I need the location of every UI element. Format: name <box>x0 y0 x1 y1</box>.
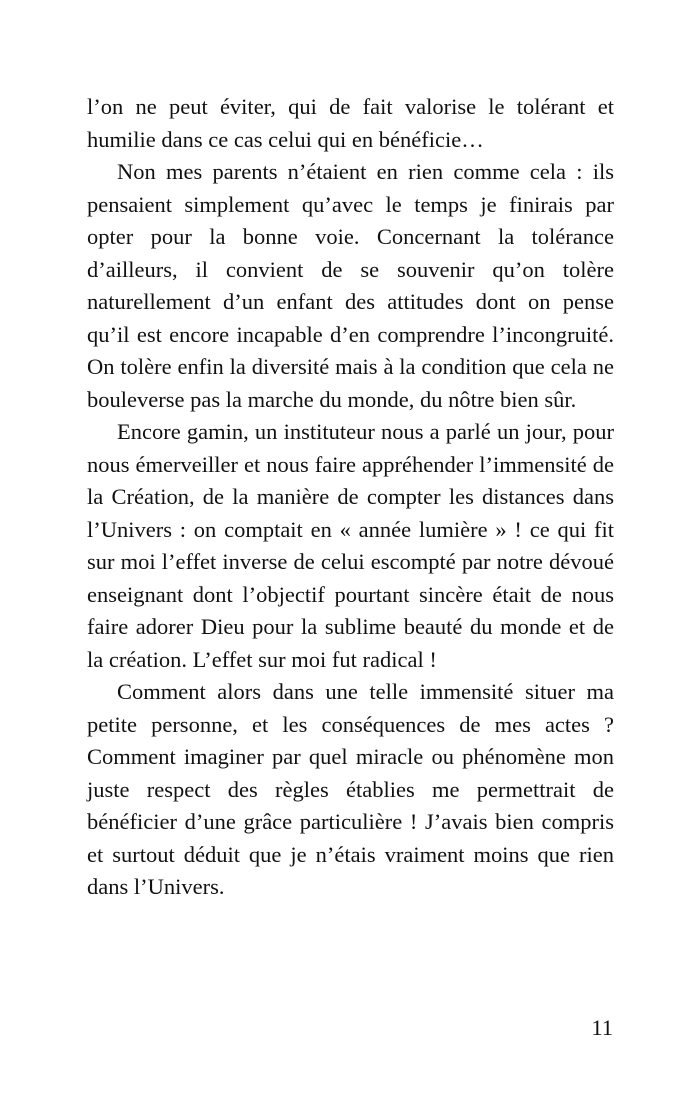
page-number: 11 <box>591 1015 613 1040</box>
body-text <box>87 91 614 904</box>
paragraph-instituteur: Encore gamin, un instituteur nous a parlé un jour, pour nous émerveiller et nous faire appréhender l’immensité de la Création, de la manière de compter les distances dans l’Univers : on comptait en « année lumière » ! ce qui fit sur moi l’effet inverse de celui escompté par notre dévoué enseignant dont l’objectif pourtant sincère était de nous faire adorer Dieu pour la sublime beauté du monde et de la création. L’effet sur moi fut radical ! <box>87 419 614 672</box>
paragraph-continuation: l’on ne peut éviter, qui de fait valorise le tolérant et humilie dans ce cas celui qui en bénéficie… <box>87 94 614 152</box>
paragraph-parents-tolerance: Non mes parents n’étaient en rien comme cela : ils pensaient simplement qu’avec le temps je finirais par opter pour la bonne voie. Concernant la tolérance d’ailleurs, il convient de se souvenir qu’on tolère naturellement d’un enfant des attitudes dont on pense qu’il est encore incapable d’en comprendre l’incongruité. On tolère enfin la diversité mais à la condition que cela ne bouleverse pas la marche du monde, du nôtre bien sûr. <box>87 159 614 412</box>
paragraph-immensite: Comment alors dans une telle immensité situer ma petite personne, et les conséquences de mes actes ? Comment imaginer par quel miracle ou phénomène mon juste respect des règles établies me permettrait de bénéficier d’une grâce particulière ! J’avais bien compris et surtout déduit que je n’étais vraiment moins que rien dans l’Univers. <box>87 679 614 899</box>
